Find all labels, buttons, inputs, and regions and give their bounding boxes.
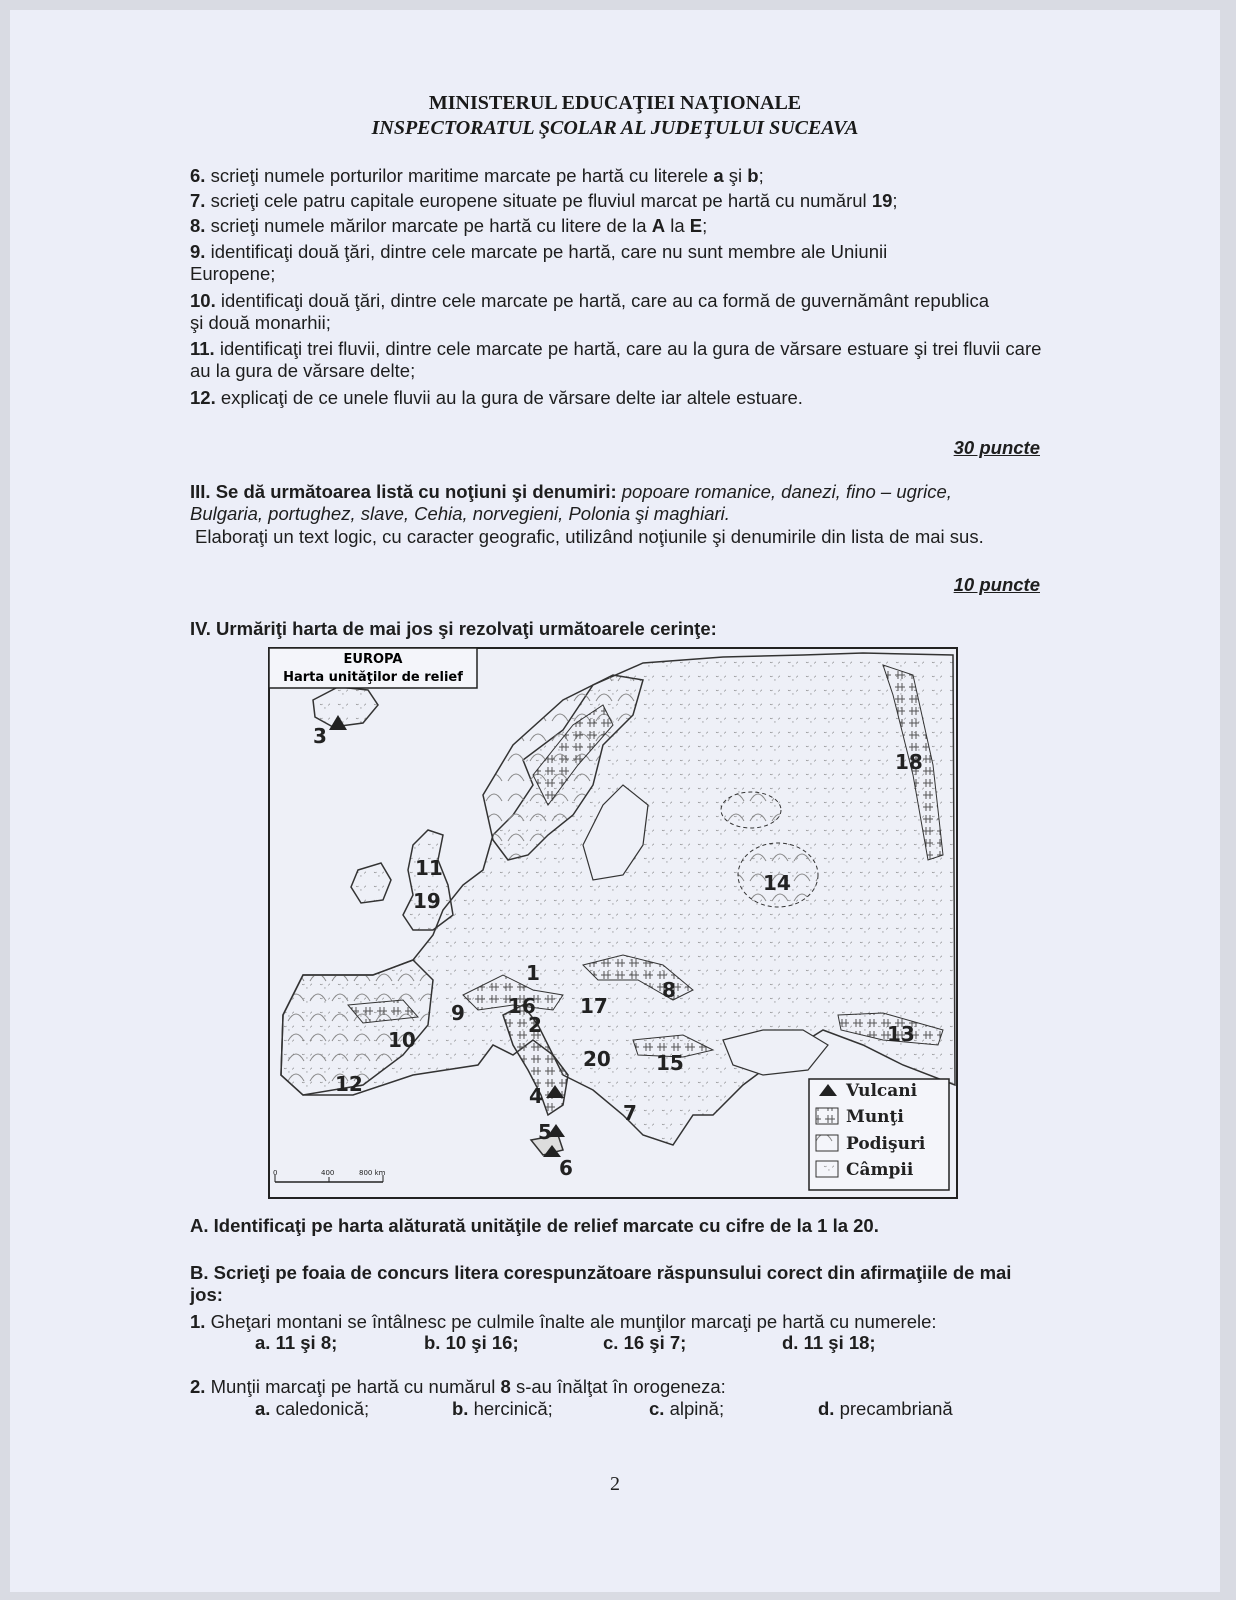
label-18: 18 <box>895 750 923 774</box>
label-19: 19 <box>413 889 441 913</box>
q1-option-a: a. 11 şi 8; <box>255 1332 338 1353</box>
q2-option-c: c. alpină; <box>649 1398 725 1419</box>
label-17: 17 <box>580 994 608 1018</box>
map-title: EUROPA <box>343 652 403 667</box>
q2-option-d: d. precambriană <box>818 1398 953 1419</box>
label-14: 14 <box>763 871 791 895</box>
question-12: 12. explicaţi de ce unele fluvii au la gura de vărsare delte iar altele estuare. <box>190 387 803 408</box>
label-1: 1 <box>526 961 540 985</box>
inspectorate-header: INSPECTORATUL ŞCOLAR AL JUDEŢULUI SUCEAVA <box>371 117 859 139</box>
section-3-statement: III. Se dă următoarea listă cu noţiuni şi denumiri: popoare romanice, danezi, fino – ugrice, Bulgaria, portughez, slave, Cehia, norvegieni, Polonia şi maghiari. <box>190 481 952 524</box>
points-30: 30 puncte <box>953 437 1040 458</box>
legend-plains: Câmpii <box>846 1160 914 1180</box>
label-16: 16 <box>508 994 536 1018</box>
legend-mountains: Munţi <box>846 1107 904 1127</box>
section-4-title: IV. Urmăriţi harta de mai jos şi rezolvaţi următoarele cerinţe: <box>190 618 717 639</box>
label-3: 3 <box>313 724 327 748</box>
question-10: 10. identificaţi două ţări, dintre cele marcate pe hartă, care au ca formă de guvernământ republica şi două monarhii; <box>190 290 990 333</box>
label-9: 9 <box>451 1001 465 1025</box>
label-13: 13 <box>887 1022 915 1046</box>
label-8: 8 <box>662 978 676 1002</box>
question-b1: 1. Gheţari montani se întâlnesc pe culmile înalte ale munţilor marcaţi pe hartă cu numerele: <box>190 1311 937 1332</box>
legend-plateaus: Podişuri <box>846 1134 926 1154</box>
q1-option-d: d. 11 şi 18; <box>782 1332 876 1353</box>
q2-option-b: b. hercinică; <box>452 1398 553 1419</box>
label-6: 6 <box>559 1156 573 1180</box>
question-8: 8. scrieţi numele mărilor marcate pe hartă cu litere de la A la E; <box>190 215 708 236</box>
label-11: 11 <box>415 856 443 880</box>
legend-volcanoes: Vulcani <box>846 1081 918 1101</box>
exam-page <box>10 10 1220 1592</box>
plateaus-legend-icon <box>816 1135 838 1151</box>
scale-zero: 0 <box>273 1169 278 1177</box>
label-4: 4 <box>529 1084 543 1108</box>
q1-option-b: b. 10 şi 16; <box>424 1332 519 1353</box>
label-5: 5 <box>538 1120 552 1144</box>
scale-end: 800 km <box>359 1169 386 1177</box>
europe-relief-map <box>263 645 981 1220</box>
scale-mid: 400 <box>321 1169 335 1177</box>
plains-legend-icon <box>816 1161 838 1177</box>
ministry-header: MINISTERUL EDUCAŢIEI NAŢIONALE <box>428 92 802 114</box>
page-number: 2 <box>610 1473 620 1495</box>
label-10: 10 <box>388 1028 416 1052</box>
task-a: A. Identificaţi pe harta alăturată unităţile de relief marcate cu cifre de la 1 la 20. <box>190 1215 879 1236</box>
mountains-legend-icon <box>816 1108 838 1124</box>
question-7: 7. scrieţi cele patru capitale europene situate pe fluviul marcat pe hartă cu numărul 19; <box>190 190 898 211</box>
label-2: 2 <box>528 1013 542 1037</box>
q1-option-c: c. 16 şi 7; <box>603 1332 687 1353</box>
task-b: B. Scrieţi pe foaia de concurs litera corespunzătoare răspunsului corect din afirmaţiile de mai jos: <box>190 1262 1012 1305</box>
label-12: 12 <box>335 1072 363 1096</box>
q2-option-a: a. caledonică; <box>255 1398 370 1419</box>
label-15: 15 <box>656 1051 684 1075</box>
points-10: 10 puncte <box>953 574 1040 595</box>
question-9: 9. identificaţi două ţări, dintre cele marcate pe hartă, care nu sunt membre ale Uniunii Europene; <box>190 241 888 284</box>
section-3-task: Elaboraţi un text logic, cu caracter geografic, utilizând noţiunile şi denumirile din lista de mai sus. <box>195 526 984 547</box>
label-20: 20 <box>583 1047 611 1071</box>
question-11: 11. identificaţi trei fluvii, dintre cele marcate pe hartă, care au la gura de vărsare estuare şi trei fluvii care au la gura de vărsare delte; <box>190 338 1042 381</box>
map-subtitle: Harta unităţilor de relief <box>283 670 463 685</box>
question-6: 6. scrieţi numele porturilor maritime marcate pe hartă cu literele a şi b; <box>190 165 764 186</box>
label-7: 7 <box>623 1101 637 1125</box>
valdai-hills <box>721 792 781 828</box>
question-b2: 2. Munţii marcaţi pe hartă cu numărul 8 s-au înălţat în orogeneza: <box>190 1376 726 1397</box>
